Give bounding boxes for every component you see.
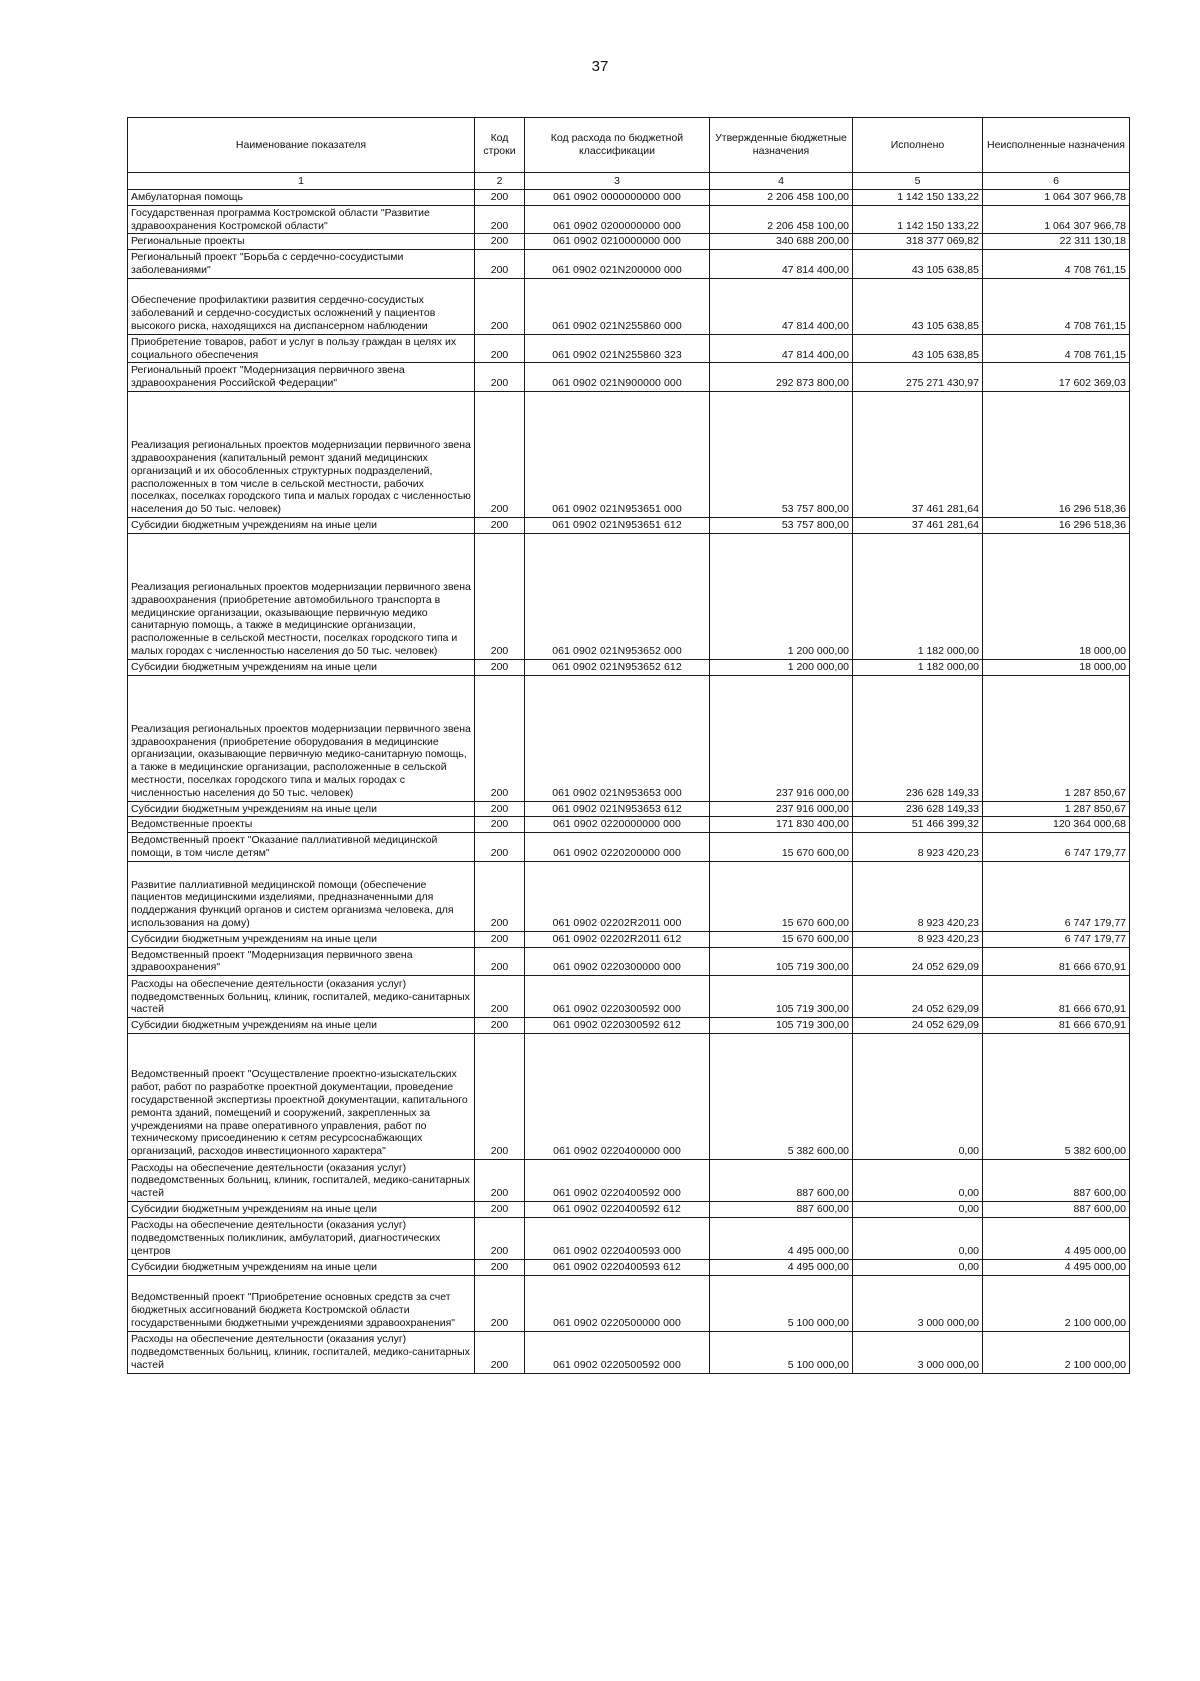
line-code-cell: 200 (475, 1259, 525, 1275)
budget-code-cell: 061 0902 0220200000 000 (525, 833, 710, 862)
indicator-name-cell: Приобретение товаров, работ и услуг в пользу граждан в целях их социального обеспечения (128, 334, 475, 363)
executed-amount-cell: 8 923 420,23 (853, 833, 983, 862)
table-row (128, 190, 1130, 206)
approved-amount-cell: 15 670 600,00 (710, 861, 853, 931)
executed-amount-cell: 24 052 629,09 (853, 976, 983, 1018)
approved-amount-cell: 4 495 000,00 (710, 1217, 853, 1259)
approved-amount-cell: 47 814 400,00 (710, 250, 853, 279)
executed-amount-cell: 0,00 (853, 1259, 983, 1275)
approved-amount-cell: 105 719 300,00 (710, 947, 853, 976)
executed-amount-cell: 51 466 399,32 (853, 817, 983, 833)
indicator-name-cell: Обеспечение профилактики развития сердечно-сосудистых заболеваний и сердечно-сосудистых осложнений у пациентов высокого риска, находящихся на диспансерном наблюдении (128, 278, 475, 334)
executed-amount-cell: 43 105 638,85 (853, 278, 983, 334)
indicator-name-cell: Расходы на обеспечение деятельности (оказания услуг) подведомственных поликлиник, амбулаторий, диагностических центров (128, 1217, 475, 1259)
unexecuted-amount-cell: 22 311 130,18 (983, 234, 1130, 250)
budget-code-cell: 061 0902 021N255860 323 (525, 334, 710, 363)
unexecuted-amount-cell: 120 364 000,68 (983, 817, 1130, 833)
table-row (128, 833, 1130, 862)
table-row (128, 1018, 1130, 1034)
column-number: 3 (525, 173, 710, 190)
line-code-cell: 200 (475, 833, 525, 862)
line-code-cell: 200 (475, 947, 525, 976)
table-row (128, 363, 1130, 392)
budget-code-cell: 061 0902 02202R2011 612 (525, 931, 710, 947)
indicator-name-cell: Региональные проекты (128, 234, 475, 250)
approved-amount-cell: 105 719 300,00 (710, 976, 853, 1018)
unexecuted-amount-cell: 4 708 761,15 (983, 334, 1130, 363)
unexecuted-amount-cell: 4 708 761,15 (983, 250, 1130, 279)
budget-code-cell: 061 0902 021N953653 000 (525, 675, 710, 801)
line-code-cell: 200 (475, 250, 525, 279)
line-code-cell: 200 (475, 861, 525, 931)
line-code-cell: 200 (475, 363, 525, 392)
page-number: 37 (591, 58, 609, 75)
executed-amount-cell: 275 271 430,97 (853, 363, 983, 392)
budget-code-cell: 061 0902 021N255860 000 (525, 278, 710, 334)
table-row (128, 205, 1130, 234)
indicator-name-cell: Субсидии бюджетным учреждениям на иные цели (128, 1259, 475, 1275)
unexecuted-amount-cell: 1 287 850,67 (983, 801, 1130, 817)
approved-amount-cell: 2 206 458 100,00 (710, 205, 853, 234)
line-code-cell: 200 (475, 234, 525, 250)
line-code-cell: 200 (475, 278, 525, 334)
unexecuted-amount-cell: 5 382 600,00 (983, 1033, 1130, 1159)
table-row (128, 1331, 1130, 1373)
line-code-cell: 200 (475, 533, 525, 659)
unexecuted-amount-cell: 4 708 761,15 (983, 278, 1130, 334)
table-row (128, 931, 1130, 947)
approved-amount-cell: 15 670 600,00 (710, 931, 853, 947)
budget-code-cell: 061 0902 021N953653 612 (525, 801, 710, 817)
indicator-name-cell: Расходы на обеспечение деятельности (оказания услуг) подведомственных больниц, клиник, госпиталей, медико-санитарных частей (128, 1159, 475, 1201)
approved-amount-cell: 1 200 000,00 (710, 659, 853, 675)
unexecuted-amount-cell: 16 296 518,36 (983, 391, 1130, 517)
indicator-name-cell: Ведомственный проект "Оказание паллиативной медицинской помощи, в том числе детям" (128, 833, 475, 862)
budget-code-cell: 061 0902 0210000000 000 (525, 234, 710, 250)
line-code-cell: 200 (475, 976, 525, 1018)
header-indicator-name: Наименование показателя (128, 118, 475, 173)
executed-amount-cell: 37 461 281,64 (853, 391, 983, 517)
header-executed: Исполнено (853, 118, 983, 173)
line-code-cell: 200 (475, 1217, 525, 1259)
table-row (128, 659, 1130, 675)
budget-code-cell: 061 0902 0220400593 000 (525, 1217, 710, 1259)
executed-amount-cell: 43 105 638,85 (853, 250, 983, 279)
indicator-name-cell: Субсидии бюджетным учреждениям на иные цели (128, 801, 475, 817)
unexecuted-amount-cell: 6 747 179,77 (983, 931, 1130, 947)
budget-code-cell: 061 0902 0220400000 000 (525, 1033, 710, 1159)
unexecuted-amount-cell: 18 000,00 (983, 659, 1130, 675)
approved-amount-cell: 47 814 400,00 (710, 334, 853, 363)
line-code-cell: 200 (475, 659, 525, 675)
unexecuted-amount-cell: 887 600,00 (983, 1159, 1130, 1201)
table-row (128, 334, 1130, 363)
executed-amount-cell: 24 052 629,09 (853, 1018, 983, 1034)
line-code-cell: 200 (475, 817, 525, 833)
table-row (128, 250, 1130, 279)
line-code-cell: 200 (475, 1033, 525, 1159)
table-row (128, 1275, 1130, 1331)
budget-code-cell: 061 0902 0220500000 000 (525, 1275, 710, 1331)
line-code-cell: 200 (475, 1159, 525, 1201)
table-row (128, 801, 1130, 817)
executed-amount-cell: 8 923 420,23 (853, 931, 983, 947)
indicator-name-cell: Ведомственный проект "Модернизация первичного звена здравоохранения" (128, 947, 475, 976)
unexecuted-amount-cell: 81 666 670,91 (983, 947, 1130, 976)
approved-amount-cell: 15 670 600,00 (710, 833, 853, 862)
indicator-name-cell: Региональный проект "Модернизация первичного звена здравоохранения Российской Федерации" (128, 363, 475, 392)
unexecuted-amount-cell: 1 064 307 966,78 (983, 190, 1130, 206)
line-code-cell: 200 (475, 205, 525, 234)
unexecuted-amount-cell: 4 495 000,00 (983, 1259, 1130, 1275)
table-header-row (128, 118, 1130, 173)
budget-code-cell: 061 0902 0220400592 000 (525, 1159, 710, 1201)
line-code-cell: 200 (475, 391, 525, 517)
budget-code-cell: 061 0902 0200000000 000 (525, 205, 710, 234)
table-row (128, 675, 1130, 801)
indicator-name-cell: Амбулаторная помощь (128, 190, 475, 206)
executed-amount-cell: 43 105 638,85 (853, 334, 983, 363)
table-row (128, 861, 1130, 931)
indicator-name-cell: Реализация региональных проектов модернизации первичного звена здравоохранения (приобретение автомобильного транспорта в медицинские организации, оказывающие первичную медико санитарную помощь, а также в медицинские организации, расположенные в сельской местности, поселках городского типа и малых городах с численностью населения до 50 тыс. человек) (128, 533, 475, 659)
header-unexecuted: Неисполненные назначения (983, 118, 1130, 173)
approved-amount-cell: 292 873 800,00 (710, 363, 853, 392)
column-number: 2 (475, 173, 525, 190)
unexecuted-amount-cell: 81 666 670,91 (983, 976, 1130, 1018)
executed-amount-cell: 236 628 149,33 (853, 801, 983, 817)
executed-amount-cell: 318 377 069,82 (853, 234, 983, 250)
approved-amount-cell: 53 757 800,00 (710, 391, 853, 517)
approved-amount-cell: 5 100 000,00 (710, 1331, 853, 1373)
table-row (128, 278, 1130, 334)
indicator-name-cell: Реализация региональных проектов модернизации первичного звена здравоохранения (капитальный ремонт зданий медицинских организаций и их обособленных структурных подразделений, расположенных в том числе в сельской местности, рабочих поселках, поселках городского типа и малых городах с численностью населения до 50 тыс. человек) (128, 391, 475, 517)
header-line-code: Код строки (475, 118, 525, 173)
header-approved: Утвержденные бюджетные назначения (710, 118, 853, 173)
indicator-name-cell: Субсидии бюджетным учреждениям на иные цели (128, 517, 475, 533)
budget-code-cell: 061 0902 021N953652 612 (525, 659, 710, 675)
budget-code-cell: 061 0902 021N953651 612 (525, 517, 710, 533)
column-number-row (128, 173, 1130, 190)
indicator-name-cell: Расходы на обеспечение деятельности (оказания услуг) подведомственных больниц, клиник, госпиталей, медико-санитарных частей (128, 1331, 475, 1373)
budget-code-cell: 061 0902 0220300000 000 (525, 947, 710, 976)
unexecuted-amount-cell: 2 100 000,00 (983, 1331, 1130, 1373)
line-code-cell: 200 (475, 1331, 525, 1373)
line-code-cell: 200 (475, 517, 525, 533)
indicator-name-cell: Реализация региональных проектов модернизации первичного звена здравоохранения (приобретение оборудования в медицинские организации, оказывающие первичную медико-санитарную помощь, а также в медицинские организации, расположенные в сельской местности, поселках городского типа и малых городах с численностью населения до 50 тыс. человек) (128, 675, 475, 801)
unexecuted-amount-cell: 1 287 850,67 (983, 675, 1130, 801)
budget-code-cell: 061 0902 021N953651 000 (525, 391, 710, 517)
table-row (128, 1201, 1130, 1217)
indicator-name-cell: Субсидии бюджетным учреждениям на иные цели (128, 1018, 475, 1034)
line-code-cell: 200 (475, 675, 525, 801)
approved-amount-cell: 53 757 800,00 (710, 517, 853, 533)
line-code-cell: 200 (475, 931, 525, 947)
table-row (128, 533, 1130, 659)
column-number: 4 (710, 173, 853, 190)
table-row (128, 517, 1130, 533)
budget-code-cell: 061 0902 0220400593 612 (525, 1259, 710, 1275)
indicator-name-cell: Ведомственный проект "Осуществление проектно-изыскательских работ, работ по разработке проектной документации, проведение государственной экспертизы проектной документации, капитального ремонта зданий, помещений и сооружений, закрепленных за учреждениями на праве оперативного управления, работ по техническому присоединению к сетям ресурсоснабжающих организаций, расходов инвестиционного характера" (128, 1033, 475, 1159)
table-row (128, 1159, 1130, 1201)
approved-amount-cell: 5 382 600,00 (710, 1033, 853, 1159)
budget-code-cell: 061 0902 0220000000 000 (525, 817, 710, 833)
table-row (128, 817, 1130, 833)
approved-amount-cell: 887 600,00 (710, 1201, 853, 1217)
line-code-cell: 200 (475, 190, 525, 206)
budget-code-cell: 061 0902 0220300592 000 (525, 976, 710, 1018)
header-budget-code: Код расхода по бюджетной классификации (525, 118, 710, 173)
line-code-cell: 200 (475, 334, 525, 363)
executed-amount-cell: 3 000 000,00 (853, 1275, 983, 1331)
unexecuted-amount-cell: 16 296 518,36 (983, 517, 1130, 533)
unexecuted-amount-cell: 17 602 369,03 (983, 363, 1130, 392)
executed-amount-cell: 1 182 000,00 (853, 659, 983, 675)
executed-amount-cell: 0,00 (853, 1159, 983, 1201)
unexecuted-amount-cell: 887 600,00 (983, 1201, 1130, 1217)
unexecuted-amount-cell: 6 747 179,77 (983, 861, 1130, 931)
table-row (128, 976, 1130, 1018)
approved-amount-cell: 340 688 200,00 (710, 234, 853, 250)
budget-code-cell: 061 0902 02202R2011 000 (525, 861, 710, 931)
line-code-cell: 200 (475, 1201, 525, 1217)
budget-code-cell: 061 0902 021N953652 000 (525, 533, 710, 659)
table-row (128, 391, 1130, 517)
approved-amount-cell: 237 916 000,00 (710, 675, 853, 801)
executed-amount-cell: 0,00 (853, 1201, 983, 1217)
table-row (128, 1259, 1130, 1275)
executed-amount-cell: 1 142 150 133,22 (853, 190, 983, 206)
indicator-name-cell: Государственная программа Костромской области "Развитие здравоохранения Костромской области" (128, 205, 475, 234)
line-code-cell: 200 (475, 1018, 525, 1034)
approved-amount-cell: 47 814 400,00 (710, 278, 853, 334)
approved-amount-cell: 887 600,00 (710, 1159, 853, 1201)
indicator-name-cell: Субсидии бюджетным учреждениям на иные цели (128, 659, 475, 675)
table-row (128, 1217, 1130, 1259)
indicator-name-cell: Ведомственные проекты (128, 817, 475, 833)
budget-code-cell: 061 0902 0220300592 612 (525, 1018, 710, 1034)
executed-amount-cell: 24 052 629,09 (853, 947, 983, 976)
approved-amount-cell: 237 916 000,00 (710, 801, 853, 817)
indicator-name-cell: Расходы на обеспечение деятельности (оказания услуг) подведомственных больниц, клиник, госпиталей, медико-санитарных частей (128, 976, 475, 1018)
unexecuted-amount-cell: 4 495 000,00 (983, 1217, 1130, 1259)
executed-amount-cell: 1 142 150 133,22 (853, 205, 983, 234)
table-row (128, 1033, 1130, 1159)
executed-amount-cell: 1 182 000,00 (853, 533, 983, 659)
executed-amount-cell: 0,00 (853, 1217, 983, 1259)
line-code-cell: 200 (475, 1275, 525, 1331)
unexecuted-amount-cell: 81 666 670,91 (983, 1018, 1130, 1034)
unexecuted-amount-cell: 18 000,00 (983, 533, 1130, 659)
unexecuted-amount-cell: 1 064 307 966,78 (983, 205, 1130, 234)
budget-code-cell: 061 0902 0220400592 612 (525, 1201, 710, 1217)
budget-code-cell: 061 0902 021N200000 000 (525, 250, 710, 279)
approved-amount-cell: 4 495 000,00 (710, 1259, 853, 1275)
table-row (128, 947, 1130, 976)
line-code-cell: 200 (475, 801, 525, 817)
approved-amount-cell: 5 100 000,00 (710, 1275, 853, 1331)
executed-amount-cell: 236 628 149,33 (853, 675, 983, 801)
column-number: 1 (128, 173, 475, 190)
indicator-name-cell: Субсидии бюджетным учреждениям на иные цели (128, 931, 475, 947)
indicator-name-cell: Развитие паллиативной медицинской помощи (обеспечение пациентов медицинскими изделиями, предназначенными для поддержания функций органов и систем организма человека, для использования на дому) (128, 861, 475, 931)
executed-amount-cell: 8 923 420,23 (853, 861, 983, 931)
budget-code-cell: 061 0902 021N900000 000 (525, 363, 710, 392)
approved-amount-cell: 105 719 300,00 (710, 1018, 853, 1034)
budget-code-cell: 061 0902 0220500592 000 (525, 1331, 710, 1373)
column-number: 5 (853, 173, 983, 190)
unexecuted-amount-cell: 2 100 000,00 (983, 1275, 1130, 1331)
table-row (128, 234, 1130, 250)
indicator-name-cell: Субсидии бюджетным учреждениям на иные цели (128, 1201, 475, 1217)
approved-amount-cell: 1 200 000,00 (710, 533, 853, 659)
approved-amount-cell: 2 206 458 100,00 (710, 190, 853, 206)
unexecuted-amount-cell: 6 747 179,77 (983, 833, 1130, 862)
executed-amount-cell: 37 461 281,64 (853, 517, 983, 533)
budget-execution-table (127, 117, 1130, 1374)
column-number: 6 (983, 173, 1130, 190)
indicator-name-cell: Региональный проект "Борьба с сердечно-сосудистыми заболеваниями" (128, 250, 475, 279)
budget-code-cell: 061 0902 0000000000 000 (525, 190, 710, 206)
indicator-name-cell: Ведомственный проект "Приобретение основных средств за счет бюджетных ассигнований бюджета Костромской области государственными бюджетными учреждениями здравоохранения" (128, 1275, 475, 1331)
executed-amount-cell: 0,00 (853, 1033, 983, 1159)
executed-amount-cell: 3 000 000,00 (853, 1331, 983, 1373)
approved-amount-cell: 171 830 400,00 (710, 817, 853, 833)
